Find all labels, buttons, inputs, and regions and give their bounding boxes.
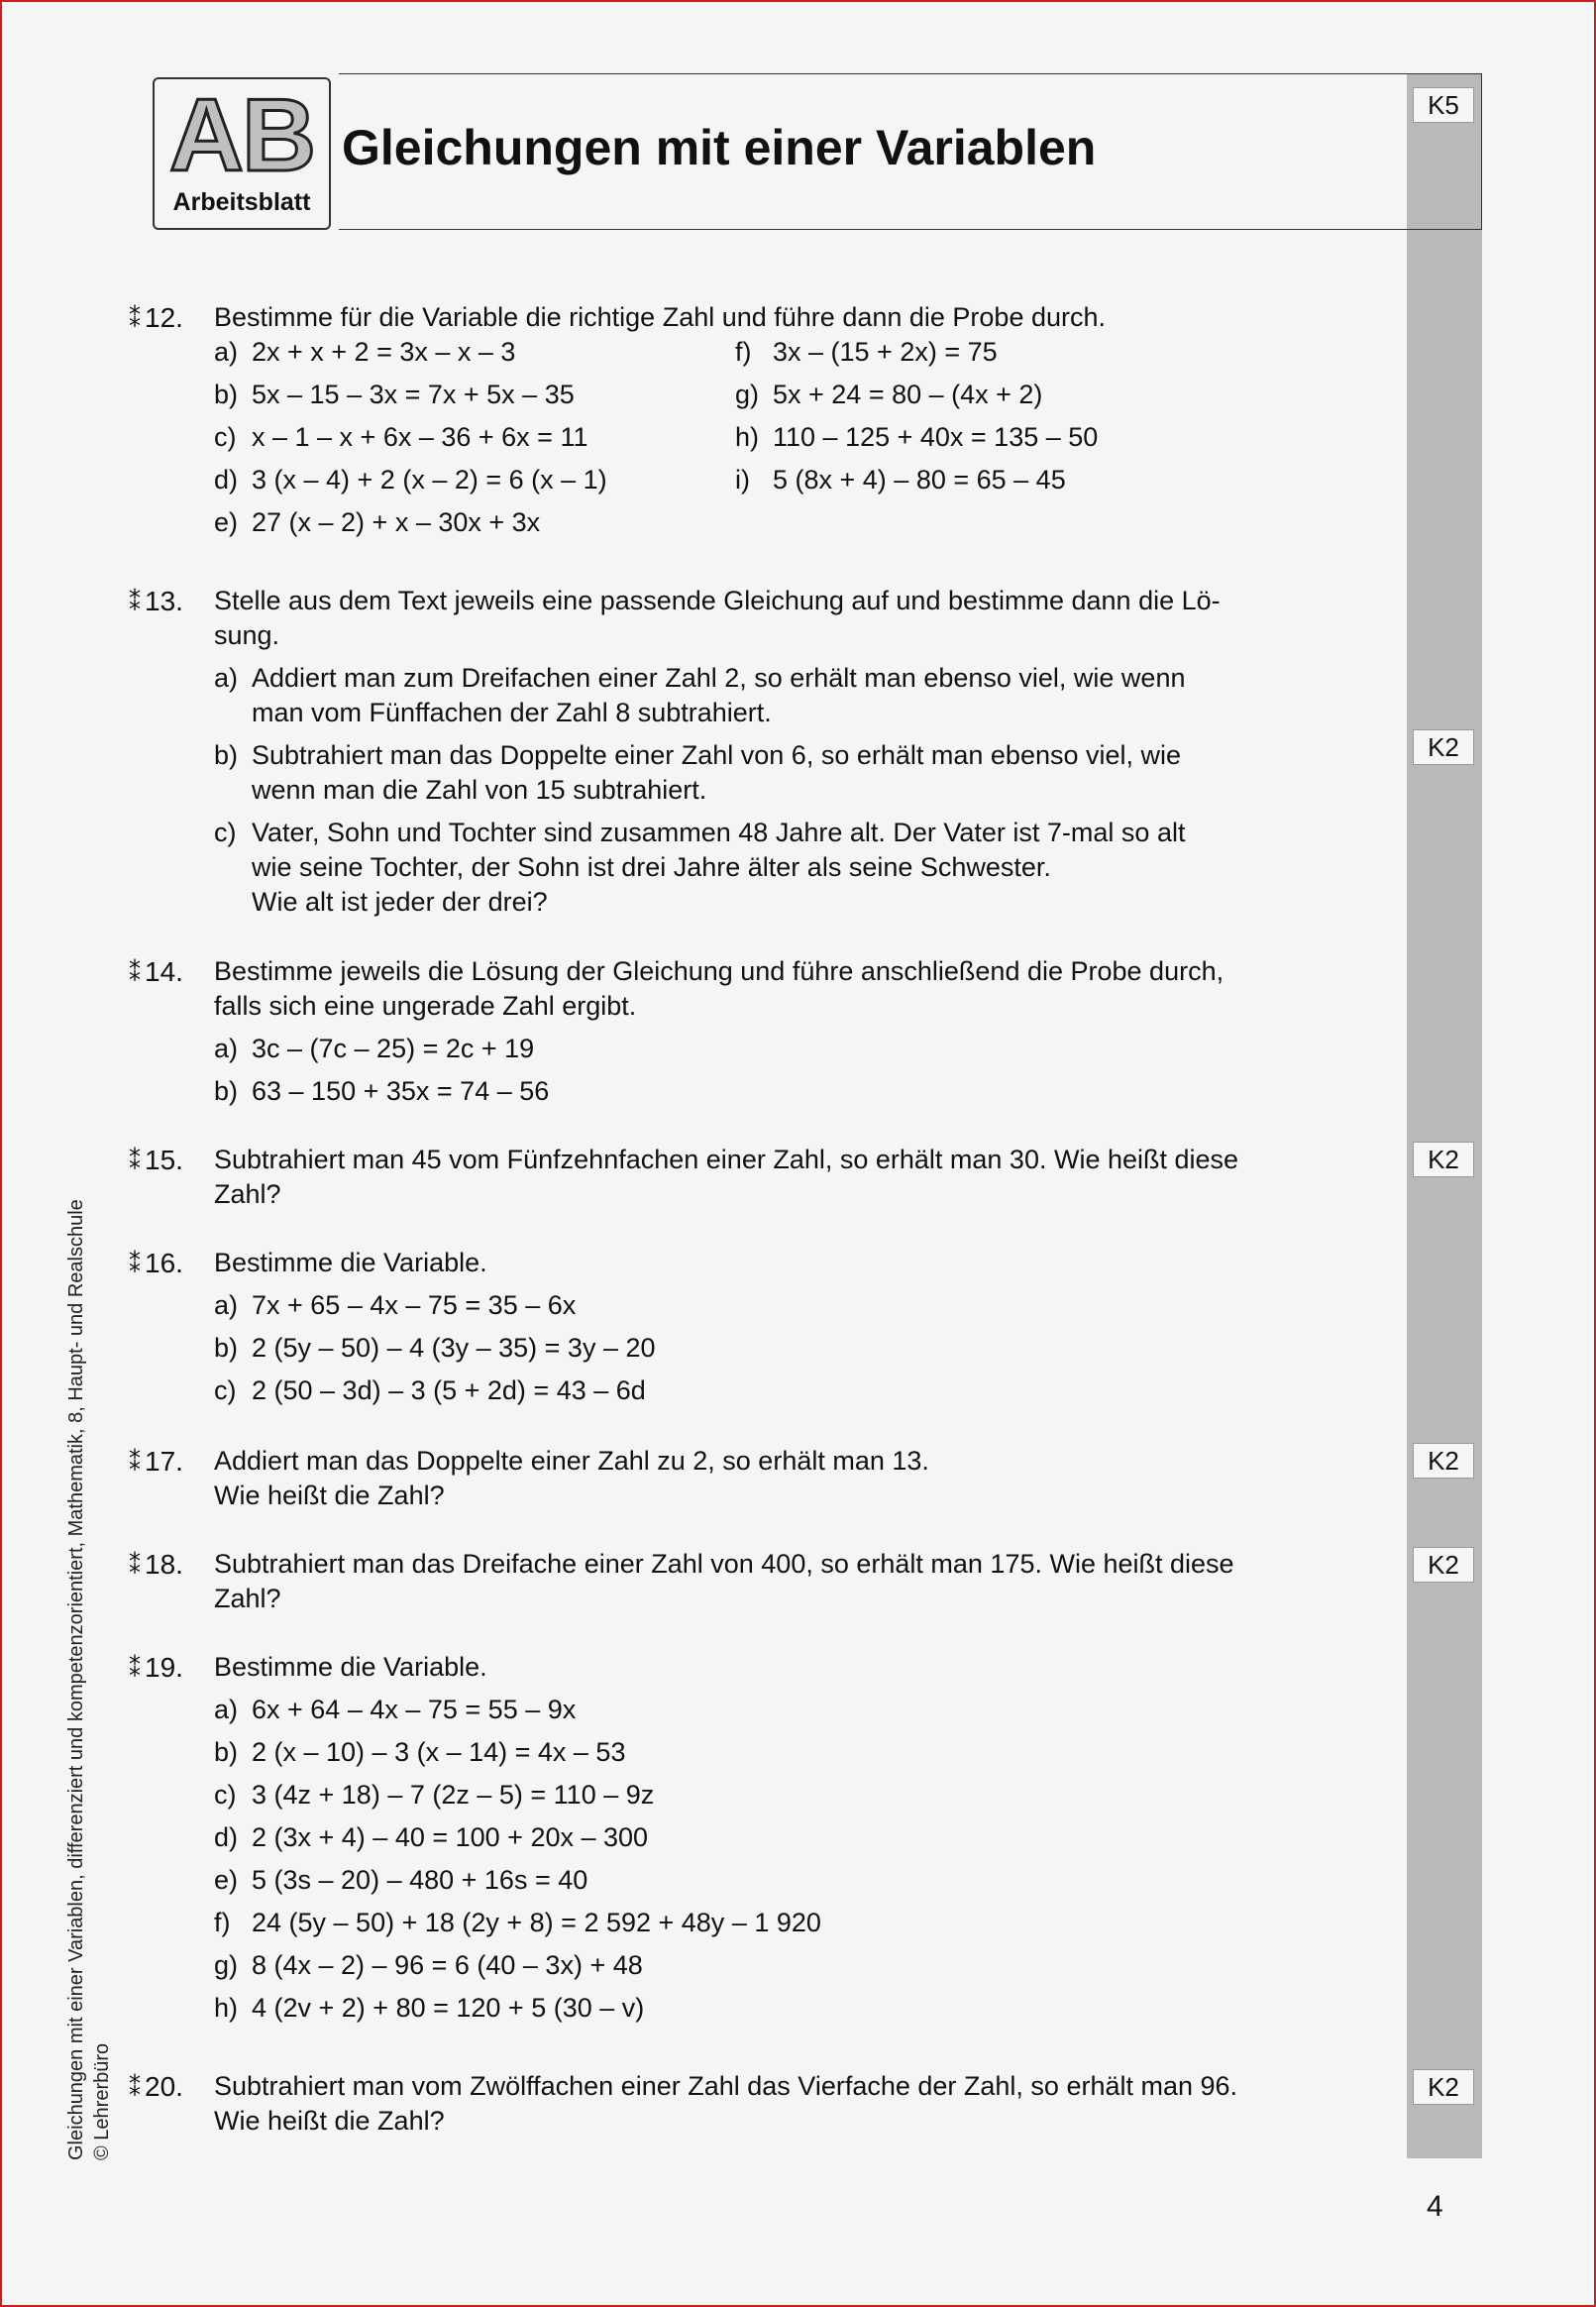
subtask: i) 5 (8x + 4) – 80 = 65 – 45 <box>735 465 1066 494</box>
subtask: a) Addiert man zum Dreifachen einer Zahl 2, so erhält man ebenso viel, wie wenn man vom Fünffachen der Zahl 8 subtrahiert. <box>214 663 1186 727</box>
subtask: d) 3 (x – 4) + 2 (x – 2) = 6 (x – 1) <box>214 465 607 494</box>
difficulty-star-icon: ⁑ <box>129 2075 141 2102</box>
task-number: ⁑ 16. <box>129 1248 183 1278</box>
task-number: ⁑ 20. <box>129 2071 183 2102</box>
logo-label: Arbeitsblatt <box>172 188 311 216</box>
subtask: b) 5x – 15 – 3x = 7x + 5x – 35 <box>214 380 575 409</box>
subtask: a) 6x + 64 – 4x – 75 = 55 – 9x <box>214 1695 577 1724</box>
task-number: ⁑ 13. <box>129 586 183 616</box>
subtask: a) 2x + x + 2 = 3x – x – 3 <box>214 337 516 367</box>
task-number: ⁑ 18. <box>129 1549 183 1580</box>
subtask: b) 2 (x – 10) – 3 (x – 14) = 4x – 53 <box>214 1737 626 1767</box>
competence-badge-task18: K2 <box>1413 1547 1474 1583</box>
task-text: falls sich eine ungerade Zahl ergibt. <box>214 991 637 1021</box>
task-text: Subtrahiert man 45 vom Fünfzehnfachen einer Zahl, so erhält man 30. Wie heißt diese <box>214 1145 1239 1174</box>
task-text: Zahl? <box>214 1179 281 1209</box>
task-text: Bestimme für die Variable die richtige Zahl und führe dann die Probe durch. <box>214 302 1107 332</box>
subtask: d) 2 (3x + 4) – 40 = 100 + 20x – 300 <box>214 1822 649 1852</box>
subtask: f) 3x – (15 + 2x) = 75 <box>735 337 998 367</box>
task-text: Stelle aus dem Text jeweils eine passende Gleichung auf und bestimme dann die Lö- <box>214 586 1221 615</box>
subtask: h) 4 (2v + 2) + 80 = 120 + 5 (30 – v) <box>214 1993 645 2023</box>
task-text: Addiert man das Doppelte einer Zahl zu 2, so erhält man 13. <box>214 1446 929 1476</box>
task-text: Bestimme die Variable. <box>214 1652 487 1682</box>
header-edge <box>1481 73 1482 230</box>
competence-sidebar <box>1407 73 1482 2158</box>
difficulty-star-icon: ⁑ <box>129 1149 141 1175</box>
subtask: a) 3c – (7c – 25) = 2c + 19 <box>214 1034 535 1063</box>
task-number: ⁑ 12. <box>129 302 183 333</box>
task-text: Bestimme die Variable. <box>214 1248 487 1277</box>
subtask: h) 110 – 125 + 40x = 135 – 50 <box>735 422 1099 452</box>
task-number: ⁑ 15. <box>129 1145 183 1175</box>
subtask: c) 3 (4z + 18) – 7 (2z – 5) = 110 – 9z <box>214 1780 655 1810</box>
footer-copyright: © Lehrerbüro <box>91 2042 113 2160</box>
subtask: b) Subtrahiert man das Doppelte einer Zahl von 6, so erhält man ebenso viel, wie wenn man die Zahl von 15 subtrahiert. <box>214 740 1182 805</box>
competence-badge-task17: K2 <box>1413 1443 1474 1479</box>
subtask: c) x – 1 – x + 6x – 36 + 6x = 11 <box>214 422 588 452</box>
subtask: e) 5 (3s – 20) – 480 + 16s = 40 <box>214 1865 588 1895</box>
task-text: sung. <box>214 620 280 650</box>
subtask: a) 7x + 65 – 4x – 75 = 35 – 6x <box>214 1290 577 1320</box>
competence-badge-task15: K2 <box>1413 1142 1474 1177</box>
task-text: Wie heißt die Zahl? <box>214 2106 445 2136</box>
task-number: ⁑ 14. <box>129 956 183 987</box>
subtask: g) 5x + 24 = 80 – (4x + 2) <box>735 380 1043 409</box>
task-text: Bestimme jeweils die Lösung der Gleichung und führe anschließend die Probe durch, <box>214 956 1224 986</box>
task-text: Subtrahiert man das Dreifache einer Zahl von 400, so erhält man 175. Wie heißt diese <box>214 1549 1234 1579</box>
task-number: ⁑ 19. <box>129 1652 183 1683</box>
subtask: c) Vater, Sohn und Tochter sind zusammen 48 Jahre alt. Der Vater ist 7-mal so alt wie seine Tochter, der Sohn ist drei Jahre älter als seine Schwester. Wie alt ist jeder der drei? <box>214 818 1186 917</box>
difficulty-star-icon: ⁑ <box>129 1450 141 1477</box>
logo-letters: AB <box>168 78 315 193</box>
difficulty-star-icon: ⁑ <box>129 1252 141 1278</box>
arbeitsblatt-logo <box>153 77 331 230</box>
task-number: ⁑ 17. <box>129 1446 183 1477</box>
page-number: 4 <box>1427 2190 1443 2223</box>
subtask: e) 27 (x – 2) + x – 30x + 3x <box>214 507 541 537</box>
task-text: Zahl? <box>214 1584 281 1613</box>
competence-badge-task20: K2 <box>1413 2069 1474 2105</box>
subtask: b) 2 (5y – 50) – 4 (3y – 35) = 3y – 20 <box>214 1333 656 1363</box>
task-text: Subtrahiert man vom Zwölffachen einer Zahl das Vierfache der Zahl, so erhält man 96. <box>214 2071 1238 2101</box>
difficulty-star-icon: ⁑ <box>129 960 141 987</box>
difficulty-star-icon: ⁑ <box>129 1656 141 1683</box>
task-text: Wie heißt die Zahl? <box>214 1481 445 1510</box>
side-footer <box>63 1199 115 2160</box>
competence-badge-k5: K5 <box>1413 87 1474 123</box>
difficulty-star-icon: ⁑ <box>129 1553 141 1580</box>
footer-source: Gleichungen mit einer Variablen, differenziert und kompetenzorientiert, Mathematik, 8, Haupt- und Realschule <box>65 1199 87 2160</box>
page-title: Gleichungen mit einer Variablen <box>342 120 1097 175</box>
subtask: b) 63 – 150 + 35x = 74 – 56 <box>214 1076 550 1106</box>
difficulty-star-icon: ⁑ <box>129 306 141 333</box>
subtask: c) 2 (50 – 3d) – 3 (5 + 2d) = 43 – 6d <box>214 1375 646 1405</box>
difficulty-star-icon: ⁑ <box>129 590 141 616</box>
competence-badge-task13: K2 <box>1413 729 1474 765</box>
subtask: f) 24 (5y – 50) + 18 (2y + 8) = 2 592 + 48y – 1 920 <box>214 1908 821 1937</box>
subtask: g) 8 (4x – 2) – 96 = 6 (40 – 3x) + 48 <box>214 1950 643 1980</box>
